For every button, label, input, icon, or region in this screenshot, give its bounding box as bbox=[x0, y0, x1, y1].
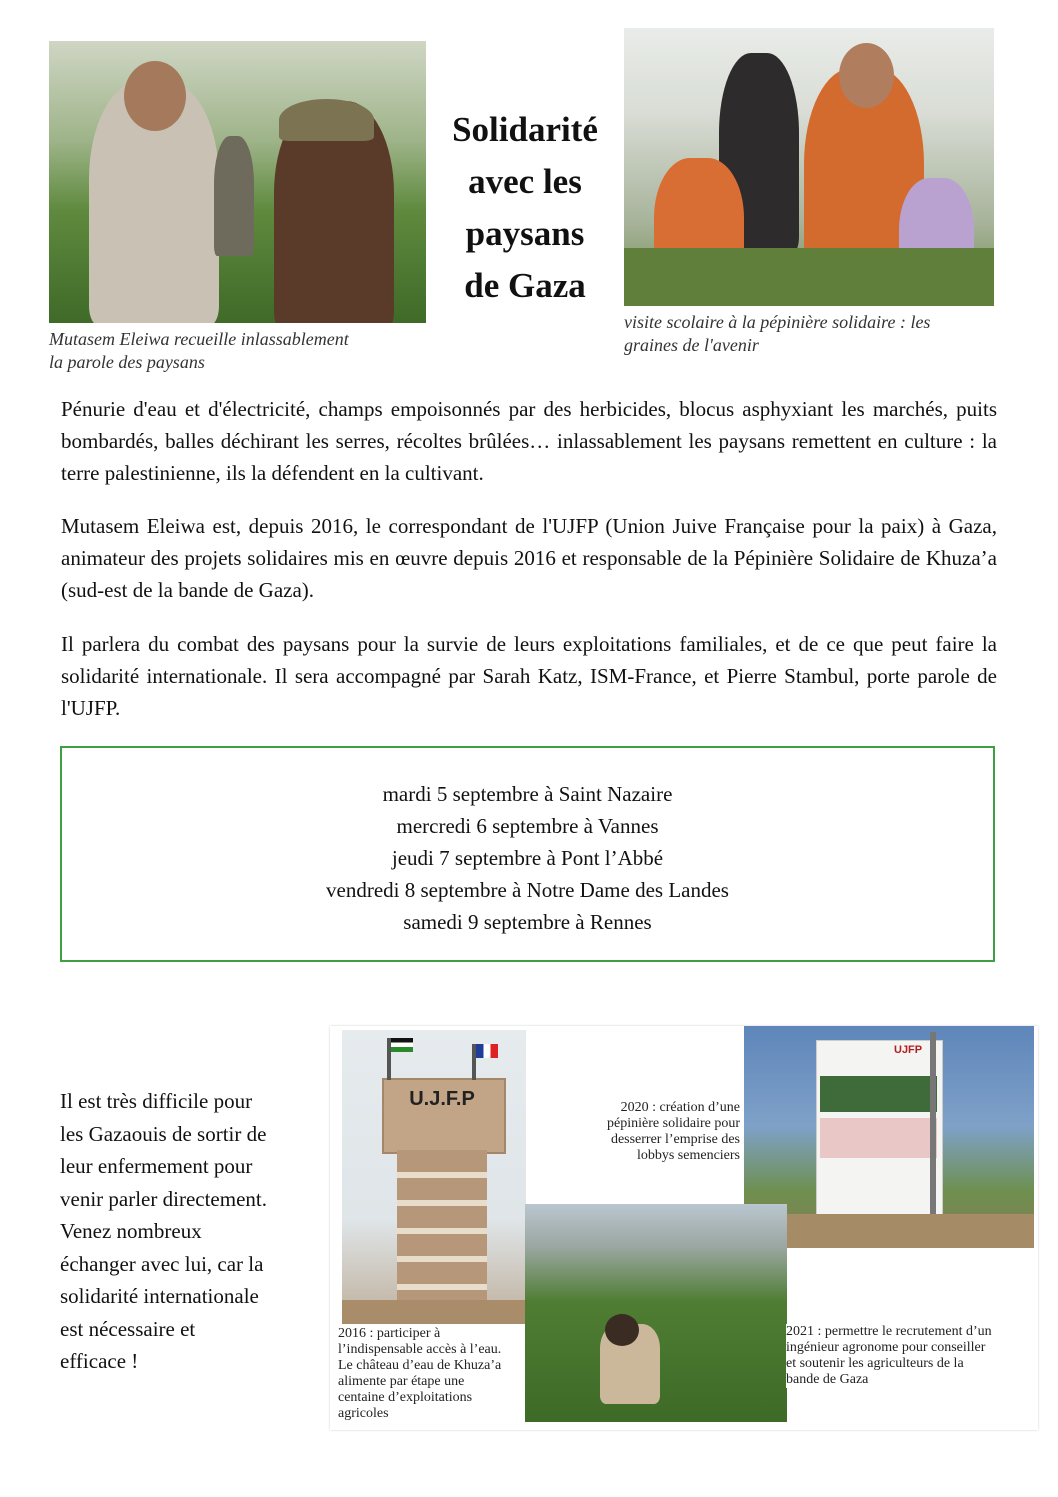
caption-2016-line: Le château d’eau de Khuza’a bbox=[338, 1358, 502, 1373]
appeal-line: les Gazaouis de sortir de bbox=[60, 1121, 267, 1146]
appeal-text bbox=[60, 1085, 320, 1378]
caption-2016 bbox=[338, 1324, 528, 1424]
caption-2021-line: ingénieur agronome pour conseiller bbox=[786, 1340, 986, 1355]
appeal-line: venir parler directement. bbox=[60, 1186, 267, 1211]
event-item: samedi 9 septembre à Rennes bbox=[403, 910, 652, 934]
appeal-line: est nécessaire et bbox=[60, 1316, 196, 1341]
title-line-2: avec les bbox=[468, 162, 582, 201]
paragraph-talk: Il parlera du combat des paysans pour la survie de leurs exploitations familiales, et de ce que peut faire la solidarité internationale. Il sera accompagné par Sarah Katz, ISM-France, et Pierre Stambul, porte parole de l'UJFP. bbox=[61, 632, 997, 720]
caption-2016-line: centaine d’exploitations bbox=[338, 1390, 473, 1405]
caption-2016-line: alimente par étape une bbox=[338, 1374, 465, 1389]
appeal-line: Venez nombreux bbox=[60, 1219, 202, 1243]
caption-2021-line: 2021 : permettre le recrutement d’un bbox=[786, 1324, 992, 1339]
caption-2016-line: 2016 : participer à bbox=[338, 1326, 441, 1341]
collage bbox=[330, 1026, 1038, 1430]
caption-2020-line: lobbys semenciers bbox=[636, 1148, 740, 1163]
title-line-4: de Gaza bbox=[464, 266, 586, 305]
photo-nursery-sign bbox=[744, 1026, 1034, 1248]
caption-left-line-2: la parole des paysans bbox=[49, 352, 205, 372]
caption-2021-line: bande de Gaza bbox=[786, 1372, 869, 1387]
photo-water-tower bbox=[342, 1030, 526, 1346]
title-line-3: paysans bbox=[465, 214, 585, 253]
events-box bbox=[60, 746, 995, 962]
event-item: mercredi 6 septembre à Vannes bbox=[396, 814, 659, 838]
photo-school-visit bbox=[624, 28, 994, 306]
caption-right-photo bbox=[624, 311, 1004, 357]
title-line-1: Solidarité bbox=[452, 110, 598, 149]
caption-2020-line: 2020 : création d’une bbox=[620, 1100, 740, 1115]
caption-2020-line: desserrer l’emprise des bbox=[610, 1132, 740, 1147]
event-item: jeudi 7 septembre à Pont l’Abbé bbox=[391, 846, 664, 870]
sign-label: UJFP bbox=[894, 1044, 923, 1056]
photo-greenhouse-interview bbox=[49, 41, 426, 323]
appeal-line: efficace ! bbox=[60, 1349, 139, 1373]
caption-2016-line: l’indispensable accès à l’eau. bbox=[338, 1342, 502, 1357]
appeal-line: leur enfermement pour bbox=[60, 1154, 253, 1178]
caption-right-line-1: visite scolaire à la pépinière solidaire : les bbox=[624, 312, 931, 332]
appeal-line: solidarité internationale bbox=[60, 1284, 259, 1308]
event-item: mardi 5 septembre à Saint Nazaire bbox=[382, 782, 673, 806]
photo-field-agronomist bbox=[525, 1204, 787, 1422]
caption-2021 bbox=[786, 1324, 1026, 1388]
caption-left-photo bbox=[49, 328, 429, 374]
caption-2020-line: pépinière solidaire pour bbox=[607, 1116, 740, 1131]
event-item: vendredi 8 septembre à Notre Dame des Landes bbox=[326, 878, 729, 902]
caption-2021-line: et soutenir les agriculteurs de la bbox=[786, 1356, 964, 1371]
caption-left-line-1: Mutasem Eleiwa recueille inlassablement bbox=[49, 329, 349, 349]
caption-2020 bbox=[578, 1100, 740, 1164]
page-title bbox=[430, 104, 620, 312]
paragraph-mutasem: Mutasem Eleiwa est, depuis 2016, le correspondant de l'UJFP (Union Juive Française pour la paix) à Gaza, animateur des projets solidaires mis en œuvre depuis 2016 et responsable de la Pépinière Solidaire de Khuza’a (sud-est de la bande de Gaza). bbox=[61, 514, 997, 602]
appeal-line: Il est très difficile pour bbox=[60, 1089, 253, 1113]
appeal-line: échanger avec lui, car la bbox=[60, 1251, 264, 1276]
caption-2016-line: agricoles bbox=[338, 1406, 389, 1421]
tower-label: U.J.F.P bbox=[409, 1088, 475, 1110]
caption-right-line-2: graines de l'avenir bbox=[624, 335, 759, 355]
paragraph-intro: Pénurie d'eau et d'électricité, champs empoisonnés par des herbicides, blocus asphyxiant les marchés, puits bombardés, balles déchirant les serres, récoltes brûlées… inlassablement les paysans remettent en culture : la terre palestinienne, ils la défendent en la cultivant. bbox=[61, 397, 997, 485]
